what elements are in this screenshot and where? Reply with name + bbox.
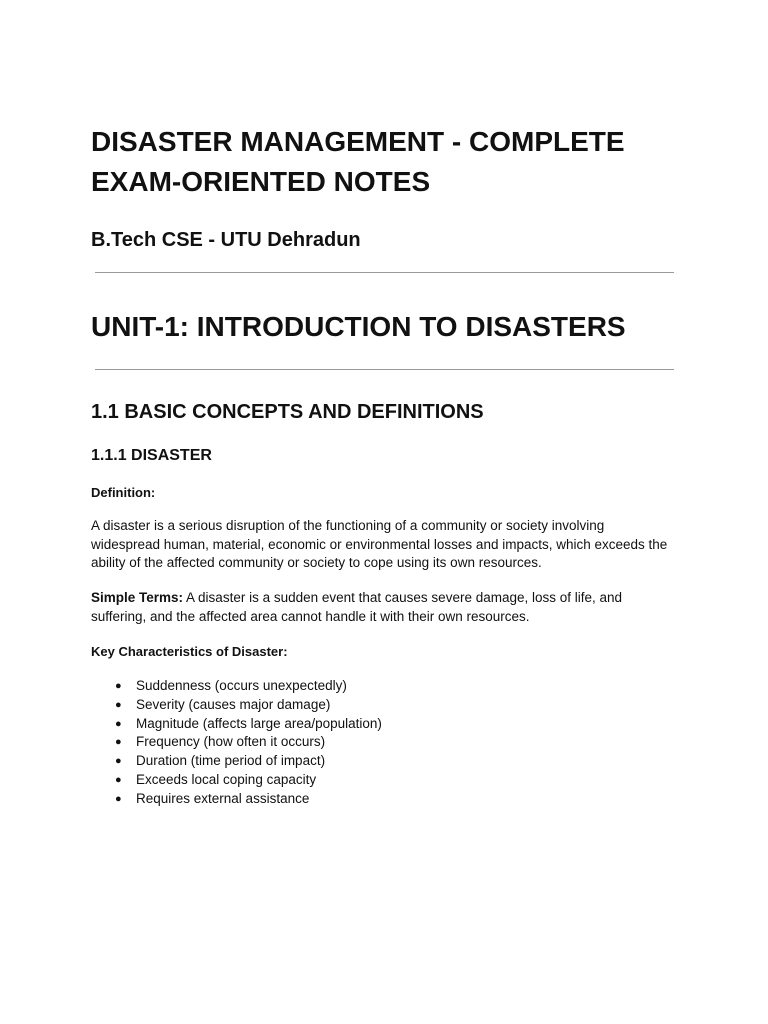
bullet-icon: ● (115, 717, 122, 730)
list-item (91, 771, 382, 790)
bullet-icon: ● (115, 755, 122, 768)
bullet-icon: ● (115, 698, 122, 711)
document-title: DISASTER MANAGEMENT - COMPLETE EXAM-ORIENTED NOTES (91, 126, 625, 197)
list-item-text: Requires external assistance (136, 790, 310, 806)
simple-terms-label: Simple Terms: (91, 590, 184, 605)
list-item (91, 790, 382, 809)
bullet-icon: ● (115, 680, 122, 692)
definition-paragraph: A disaster is a serious disruption of the functioning of a community or society involving widespread human, material, economic or environmental losses and impacts, which exceeds the ability of the affected community or society to cope using its own resources. (91, 518, 668, 570)
list-item (91, 733, 382, 752)
simple-terms-paragraph (91, 589, 671, 626)
list-item-text: Suddenness (occurs unexpectedly) (136, 678, 347, 693)
characteristics-list (91, 677, 382, 809)
bullet-icon: ● (115, 773, 122, 786)
subsection-title: 1.1.1 DISASTER (91, 447, 212, 464)
list-item-text: Duration (time period of impact) (136, 753, 326, 769)
list-item (91, 677, 382, 696)
horizontal-divider (95, 272, 674, 273)
list-item-text: Severity (causes major damage) (136, 696, 331, 712)
unit-title: UNIT-1: INTRODUCTION TO DISASTERS (91, 311, 626, 342)
list-item (91, 752, 382, 771)
characteristics-label: Key Characteristics of Disaster: (91, 644, 288, 659)
bullet-icon: ● (115, 792, 122, 805)
horizontal-divider (95, 369, 674, 370)
document-subtitle: B.Tech CSE - UTU Dehradun (91, 229, 361, 251)
list-item-text: Magnitude (affects large area/population) (136, 715, 382, 731)
section-title: 1.1 BASIC CONCEPTS AND DEFINITIONS (91, 401, 484, 423)
list-item-text: Frequency (how often it occurs) (136, 734, 326, 750)
list-item-text: Exceeds local coping capacity (136, 771, 317, 787)
definition-label: Definition: (91, 485, 156, 500)
list-item (91, 715, 382, 734)
list-item (91, 696, 382, 715)
bullet-icon: ● (115, 736, 122, 749)
simple-terms-text: A disaster is a sudden event that causes severe damage, loss of life, and suffering, and the affected area cannot handle it with their own resources. (91, 590, 623, 624)
